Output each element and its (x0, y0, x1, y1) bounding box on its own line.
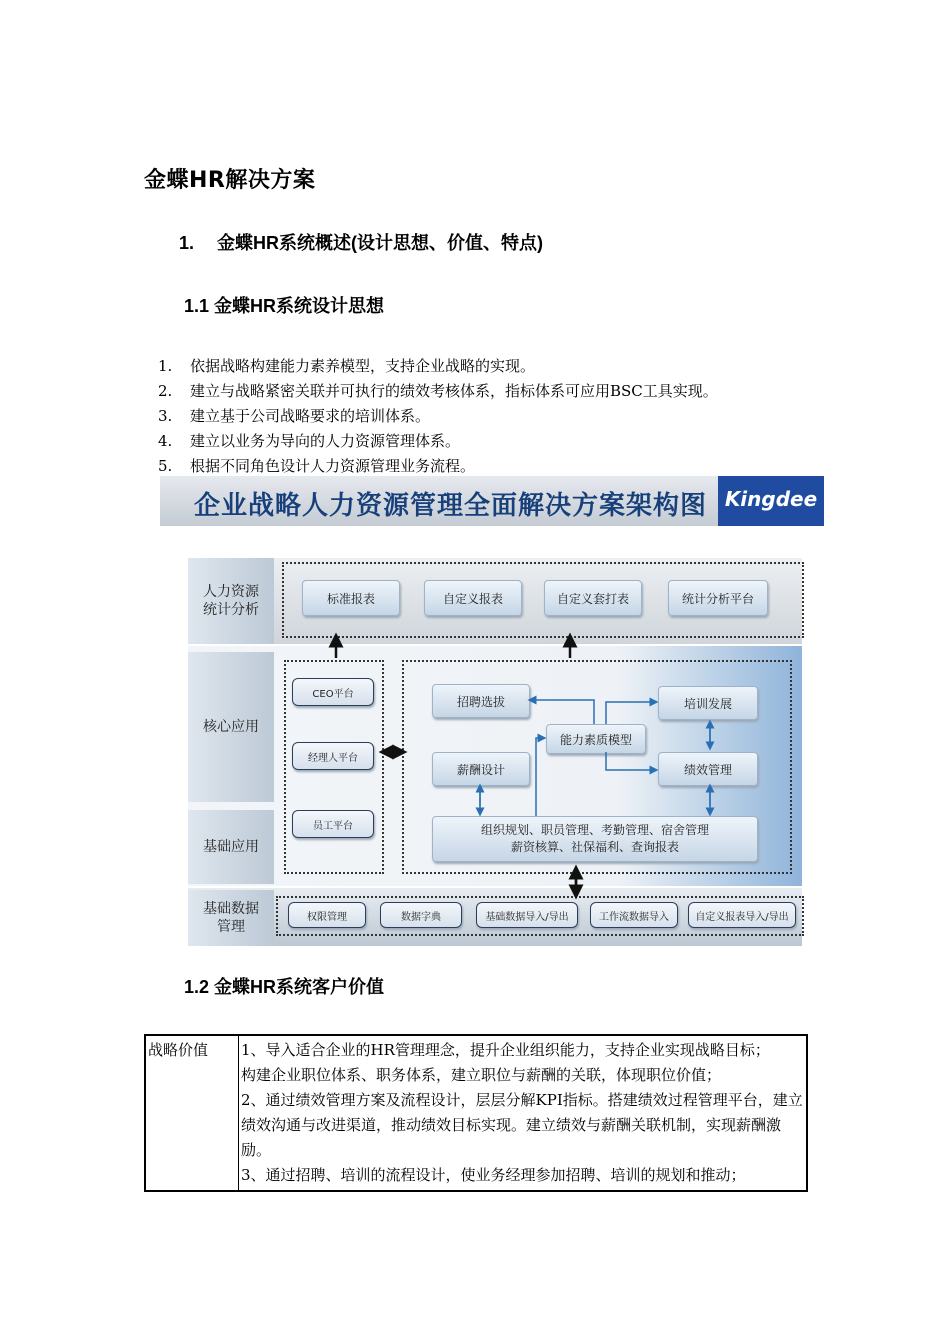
core-item-recruit: 招聘选拔 (432, 684, 530, 718)
stats-item: 标准报表 (302, 580, 400, 616)
table-line: 3、通过招聘、培训的流程设计，使业务经理参加招聘、培训的规划和推动； (241, 1166, 746, 1184)
section-heading-text: 金蝶HR系统概述(设计思想、价值、特点) (217, 233, 543, 253)
diagram-connectors (160, 476, 824, 948)
core-item-competency: 能力素质模型 (546, 724, 646, 754)
design-thoughts-list (158, 354, 718, 479)
list-item: 2. 建立与战略紧密关联并可执行的绩效考核体系，指标体系可应用BSC工具实现。 (158, 382, 718, 400)
data-item: 自定义报表导入/导出 (688, 902, 796, 928)
subsection-heading-1-1: 1.1 金蝶HR系统设计思想 (184, 296, 385, 316)
platform-item: CEO平台 (292, 678, 374, 706)
core-item-training: 培训发展 (658, 686, 758, 720)
list-item: 4. 建立以业务为导向的人力资源管理体系。 (158, 432, 461, 450)
platform-item: 员工平台 (292, 810, 374, 838)
data-item: 数据字典 (380, 902, 462, 928)
diagram-title: 企业战略人力资源管理全面解决方案架构图 (194, 491, 708, 521)
customer-value-table (144, 1034, 808, 1192)
layer-label-core: 核心应用 (188, 652, 274, 802)
architecture-diagram (160, 476, 824, 948)
table-line: 构建企业职位体系、职务体系，建立职位与薪酬的关联，体现职位价值； (241, 1066, 722, 1084)
page-title: 金蝶HR解决方案 (144, 168, 316, 193)
stats-item: 统计分析平台 (668, 580, 768, 616)
core-item-performance: 绩效管理 (658, 752, 758, 786)
table-line: 2、通过绩效管理方案及流程设计，层层分解KPI指标。搭建绩效过程管理平台，建立绩效沟通与改进渠道，推动绩效目标实现。建立绩效与薪酬关联机制，实现薪酬激励。 (241, 1091, 803, 1159)
table-row (145, 1035, 807, 1191)
list-item: 5. 根据不同角色设计人力资源管理业务流程。 (158, 457, 476, 475)
data-item: 工作流数据导入 (590, 902, 678, 928)
layer-label-data: 基础数据 管理 (188, 890, 274, 946)
section-number: 1. (179, 233, 195, 253)
section-heading-1 (179, 229, 543, 255)
data-item: 基础数据导入/导出 (476, 902, 578, 928)
platform-item: 经理人平台 (292, 742, 374, 770)
core-item-salary: 薪酬设计 (432, 752, 530, 786)
table-line: 1、导入适合企业的HR管理理念，提升企业组织能力，支持企业实现战略目标； (241, 1041, 770, 1059)
layer-label-basic: 基础应用 (188, 810, 274, 884)
table-cell-content (239, 1035, 808, 1191)
table-cell-label: 战略价值 (145, 1035, 239, 1191)
list-item: 1. 依据战略构建能力素养模型，支持企业战略的实现。 (158, 357, 536, 375)
layer-label-stats: 人力资源 统计分析 (188, 558, 274, 644)
kingdee-logo: Kingdee (718, 476, 824, 526)
list-item: 3. 建立基于公司战略要求的培训体系。 (158, 407, 431, 425)
stats-item: 自定义报表 (424, 580, 522, 616)
subsection-heading-1-2: 1.2 金蝶HR系统客户价值 (184, 977, 385, 997)
core-item-org: 组织规划、职员管理、考勤管理、宿舍管理 薪资核算、社保福利、查询报表 (432, 816, 758, 862)
stats-item: 自定义套打表 (544, 580, 642, 616)
data-item: 权限管理 (288, 902, 366, 928)
